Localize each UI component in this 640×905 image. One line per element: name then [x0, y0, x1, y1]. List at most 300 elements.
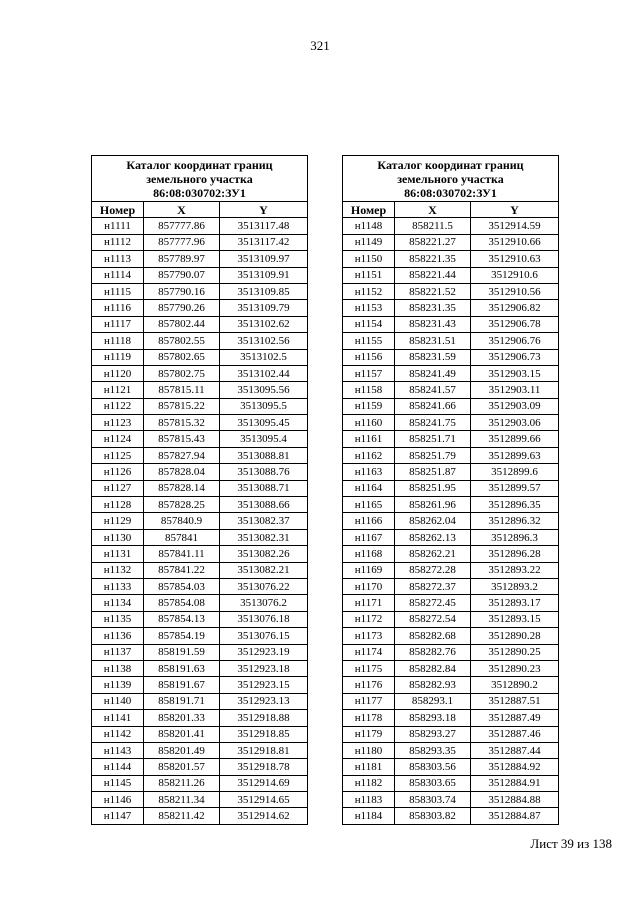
table-row [92, 759, 308, 775]
y-coordinate-cell: 3512884.91 [471, 775, 559, 791]
table-row [343, 546, 559, 562]
point-number-cell: н1147 [92, 808, 144, 824]
x-coordinate-cell: 858221.35 [395, 251, 471, 267]
point-number-cell: н1159 [343, 398, 395, 414]
x-coordinate-cell: 858251.95 [395, 480, 471, 496]
y-coordinate-cell: 3512914.69 [220, 775, 308, 791]
y-coordinate-cell: 3512884.87 [471, 808, 559, 824]
point-number-cell: н1123 [92, 415, 144, 431]
table-row [92, 628, 308, 644]
x-coordinate-cell: 858262.13 [395, 529, 471, 545]
point-number-cell: н1167 [343, 529, 395, 545]
table-row [343, 759, 559, 775]
x-coordinate-cell: 857841.22 [144, 562, 220, 578]
point-number-cell: н1182 [343, 775, 395, 791]
x-coordinate-cell: 858201.57 [144, 759, 220, 775]
x-coordinate-cell: 857777.86 [144, 218, 220, 234]
y-coordinate-cell: 3513109.91 [220, 267, 308, 283]
table-row [343, 775, 559, 791]
point-number-cell: н1155 [343, 333, 395, 349]
x-coordinate-cell: 858262.21 [395, 546, 471, 562]
x-coordinate-cell: 857789.97 [144, 251, 220, 267]
table-row [92, 398, 308, 414]
table-row [343, 693, 559, 709]
y-coordinate-cell: 3512893.17 [471, 595, 559, 611]
y-coordinate-cell: 3512893.2 [471, 578, 559, 594]
y-coordinate-cell: 3512903.09 [471, 398, 559, 414]
point-number-cell: н1138 [92, 660, 144, 676]
table-row [343, 677, 559, 693]
y-coordinate-cell: 3512923.15 [220, 677, 308, 693]
table-row [343, 218, 559, 234]
table-row [343, 283, 559, 299]
table-row [92, 480, 308, 496]
y-coordinate-cell: 3513088.81 [220, 447, 308, 463]
x-coordinate-cell: 858282.93 [395, 677, 471, 693]
point-number-cell: н1181 [343, 759, 395, 775]
y-coordinate-cell: 3513095.4 [220, 431, 308, 447]
x-coordinate-cell: 858211.42 [144, 808, 220, 824]
y-coordinate-cell: 3513082.37 [220, 513, 308, 529]
point-number-cell: н1121 [92, 382, 144, 398]
x-coordinate-cell: 858261.96 [395, 497, 471, 513]
y-coordinate-cell: 3512918.81 [220, 742, 308, 758]
x-coordinate-cell: 857841 [144, 529, 220, 545]
point-number-cell: н1154 [343, 316, 395, 332]
table-row [343, 447, 559, 463]
table-row [92, 644, 308, 660]
y-coordinate-cell: 3512887.46 [471, 726, 559, 742]
table-row [343, 234, 559, 250]
x-coordinate-cell: 858191.59 [144, 644, 220, 660]
point-number-cell: н1172 [343, 611, 395, 627]
table-row [92, 300, 308, 316]
x-coordinate-cell: 858241.57 [395, 382, 471, 398]
x-coordinate-cell: 858293.35 [395, 742, 471, 758]
y-coordinate-cell: 3512910.66 [471, 234, 559, 250]
point-number-cell: н1114 [92, 267, 144, 283]
table-row [343, 644, 559, 660]
table-row [92, 808, 308, 824]
x-coordinate-cell: 858262.04 [395, 513, 471, 529]
point-number-cell: н1158 [343, 382, 395, 398]
y-coordinate-cell: 3512896.28 [471, 546, 559, 562]
table-row [343, 365, 559, 381]
x-coordinate-cell: 858251.71 [395, 431, 471, 447]
table-row [92, 497, 308, 513]
y-coordinate-cell: 3512918.78 [220, 759, 308, 775]
table-row [92, 595, 308, 611]
point-number-cell: н1176 [343, 677, 395, 693]
point-number-cell: н1130 [92, 529, 144, 545]
x-coordinate-cell: 858201.49 [144, 742, 220, 758]
point-number-cell: н1160 [343, 415, 395, 431]
y-coordinate-cell: 3512899.57 [471, 480, 559, 496]
table-row [92, 365, 308, 381]
y-coordinate-cell: 3512887.49 [471, 710, 559, 726]
x-coordinate-cell: 857815.11 [144, 382, 220, 398]
table-title-line: 86:08:030702:ЗУ1 [404, 186, 497, 200]
x-coordinate-cell: 858241.49 [395, 365, 471, 381]
table-row [92, 415, 308, 431]
x-coordinate-cell: 857815.43 [144, 431, 220, 447]
y-coordinate-cell: 3513117.42 [220, 234, 308, 250]
table-row [343, 710, 559, 726]
x-coordinate-cell: 857815.22 [144, 398, 220, 414]
table-row [343, 431, 559, 447]
y-coordinate-cell: 3513076.2 [220, 595, 308, 611]
point-number-cell: н1161 [343, 431, 395, 447]
x-coordinate-cell: 858251.87 [395, 464, 471, 480]
point-number-cell: н1174 [343, 644, 395, 660]
point-number-cell: н1141 [92, 710, 144, 726]
table-row [92, 283, 308, 299]
point-number-cell: н1169 [343, 562, 395, 578]
y-coordinate-cell: 3512906.73 [471, 349, 559, 365]
x-coordinate-cell: 858303.65 [395, 775, 471, 791]
table-title-line: земельного участка [397, 172, 504, 186]
y-coordinate-cell: 3512890.2 [471, 677, 559, 693]
y-coordinate-cell: 3512918.88 [220, 710, 308, 726]
table-title [343, 156, 559, 202]
point-number-cell: н1153 [343, 300, 395, 316]
x-coordinate-cell: 858231.35 [395, 300, 471, 316]
point-number-cell: н1178 [343, 710, 395, 726]
y-coordinate-cell: 3512890.28 [471, 628, 559, 644]
column-header-y: Y [220, 202, 308, 218]
column-header-x: X [144, 202, 220, 218]
table-title-line: Каталог координат границ [126, 158, 273, 172]
coordinates-table-right [342, 155, 559, 825]
point-number-cell: н1177 [343, 693, 395, 709]
table-row [92, 578, 308, 594]
x-coordinate-cell: 858231.51 [395, 333, 471, 349]
table-row [343, 300, 559, 316]
sheet-counter: Лист 39 из 138 [530, 836, 612, 851]
table-row [343, 513, 559, 529]
y-coordinate-cell: 3512887.44 [471, 742, 559, 758]
y-coordinate-cell: 3513088.76 [220, 464, 308, 480]
table-row [343, 578, 559, 594]
point-number-cell: н1137 [92, 644, 144, 660]
y-coordinate-cell: 3512893.22 [471, 562, 559, 578]
x-coordinate-cell: 858231.43 [395, 316, 471, 332]
x-coordinate-cell: 857827.94 [144, 447, 220, 463]
table-row [343, 349, 559, 365]
x-coordinate-cell: 858293.27 [395, 726, 471, 742]
x-coordinate-cell: 858211.5 [395, 218, 471, 234]
table-row [92, 333, 308, 349]
x-coordinate-cell: 857790.16 [144, 283, 220, 299]
x-coordinate-cell: 858272.37 [395, 578, 471, 594]
point-number-cell: н1142 [92, 726, 144, 742]
point-number-cell: н1166 [343, 513, 395, 529]
y-coordinate-cell: 3512906.76 [471, 333, 559, 349]
point-number-cell: н1111 [92, 218, 144, 234]
y-coordinate-cell: 3513095.56 [220, 382, 308, 398]
y-coordinate-cell: 3512910.56 [471, 283, 559, 299]
point-number-cell: н1124 [92, 431, 144, 447]
y-coordinate-cell: 3513102.44 [220, 365, 308, 381]
point-number-cell: н1126 [92, 464, 144, 480]
point-number-cell: н1122 [92, 398, 144, 414]
x-coordinate-cell: 858251.79 [395, 447, 471, 463]
x-coordinate-cell: 858272.28 [395, 562, 471, 578]
point-number-cell: н1119 [92, 349, 144, 365]
point-number-cell: н1133 [92, 578, 144, 594]
table-row [343, 562, 559, 578]
table-row [343, 267, 559, 283]
y-coordinate-cell: 3512896.32 [471, 513, 559, 529]
y-coordinate-cell: 3512890.25 [471, 644, 559, 660]
y-coordinate-cell: 3513076.18 [220, 611, 308, 627]
table-row [92, 660, 308, 676]
y-coordinate-cell: 3512910.63 [471, 251, 559, 267]
point-number-cell: н1139 [92, 677, 144, 693]
x-coordinate-cell: 858211.26 [144, 775, 220, 791]
point-number-cell: н1183 [343, 792, 395, 808]
y-coordinate-cell: 3513088.66 [220, 497, 308, 513]
point-number-cell: н1144 [92, 759, 144, 775]
point-number-cell: н1150 [343, 251, 395, 267]
table-row [343, 792, 559, 808]
y-coordinate-cell: 3513117.48 [220, 218, 308, 234]
x-coordinate-cell: 858221.27 [395, 234, 471, 250]
y-coordinate-cell: 3512914.59 [471, 218, 559, 234]
x-coordinate-cell: 857802.65 [144, 349, 220, 365]
x-coordinate-cell: 858231.59 [395, 349, 471, 365]
point-number-cell: н1143 [92, 742, 144, 758]
y-coordinate-cell: 3513102.5 [220, 349, 308, 365]
point-number-cell: н1115 [92, 283, 144, 299]
point-number-cell: н1129 [92, 513, 144, 529]
point-number-cell: н1175 [343, 660, 395, 676]
point-number-cell: н1179 [343, 726, 395, 742]
x-coordinate-cell: 857802.75 [144, 365, 220, 381]
table-row [92, 726, 308, 742]
x-coordinate-cell: 858272.45 [395, 595, 471, 611]
table-row [92, 234, 308, 250]
table-title-line: 86:08:030702:ЗУ1 [153, 186, 246, 200]
y-coordinate-cell: 3512903.15 [471, 365, 559, 381]
x-coordinate-cell: 858201.33 [144, 710, 220, 726]
y-coordinate-cell: 3513095.5 [220, 398, 308, 414]
table-row [92, 349, 308, 365]
point-number-cell: н1116 [92, 300, 144, 316]
x-coordinate-cell: 858282.84 [395, 660, 471, 676]
x-coordinate-cell: 858191.67 [144, 677, 220, 693]
x-coordinate-cell: 858303.56 [395, 759, 471, 775]
point-number-cell: н1180 [343, 742, 395, 758]
y-coordinate-cell: 3512896.35 [471, 497, 559, 513]
x-coordinate-cell: 858303.82 [395, 808, 471, 824]
table-row [92, 677, 308, 693]
y-coordinate-cell: 3513102.56 [220, 333, 308, 349]
x-coordinate-cell: 858211.34 [144, 792, 220, 808]
point-number-cell: н1157 [343, 365, 395, 381]
table-title-line: Каталог координат границ [377, 158, 524, 172]
x-coordinate-cell: 858191.71 [144, 693, 220, 709]
y-coordinate-cell: 3513109.97 [220, 251, 308, 267]
point-number-cell: н1132 [92, 562, 144, 578]
point-number-cell: н1113 [92, 251, 144, 267]
y-coordinate-cell: 3512914.65 [220, 792, 308, 808]
table-row [92, 464, 308, 480]
x-coordinate-cell: 857802.44 [144, 316, 220, 332]
x-coordinate-cell: 857854.08 [144, 595, 220, 611]
point-number-cell: н1184 [343, 808, 395, 824]
table-row [92, 546, 308, 562]
table-row [92, 775, 308, 791]
point-number-cell: н1117 [92, 316, 144, 332]
point-number-cell: н1135 [92, 611, 144, 627]
y-coordinate-cell: 3512903.06 [471, 415, 559, 431]
table-row [343, 251, 559, 267]
point-number-cell: н1136 [92, 628, 144, 644]
point-number-cell: н1162 [343, 447, 395, 463]
y-coordinate-cell: 3513082.21 [220, 562, 308, 578]
x-coordinate-cell: 857840.9 [144, 513, 220, 529]
column-header-x: X [395, 202, 471, 218]
x-coordinate-cell: 857790.26 [144, 300, 220, 316]
y-coordinate-cell: 3512899.66 [471, 431, 559, 447]
x-coordinate-cell: 858272.54 [395, 611, 471, 627]
table-row [343, 808, 559, 824]
x-coordinate-cell: 857828.04 [144, 464, 220, 480]
table-row [92, 562, 308, 578]
y-coordinate-cell: 3513109.79 [220, 300, 308, 316]
point-number-cell: н1171 [343, 595, 395, 611]
x-coordinate-cell: 857790.07 [144, 267, 220, 283]
point-number-cell: н1156 [343, 349, 395, 365]
point-number-cell: н1140 [92, 693, 144, 709]
x-coordinate-cell: 857854.13 [144, 611, 220, 627]
y-coordinate-cell: 3513102.62 [220, 316, 308, 332]
point-number-cell: н1127 [92, 480, 144, 496]
y-coordinate-cell: 3512923.13 [220, 693, 308, 709]
point-number-cell: н1152 [343, 283, 395, 299]
y-coordinate-cell: 3513076.15 [220, 628, 308, 644]
table-row [92, 382, 308, 398]
x-coordinate-cell: 858221.44 [395, 267, 471, 283]
y-coordinate-cell: 3512906.78 [471, 316, 559, 332]
x-coordinate-cell: 858241.75 [395, 415, 471, 431]
table-row [343, 628, 559, 644]
point-number-cell: н1145 [92, 775, 144, 791]
point-number-cell: н1131 [92, 546, 144, 562]
x-coordinate-cell: 858241.66 [395, 398, 471, 414]
x-coordinate-cell: 857802.55 [144, 333, 220, 349]
table-row [343, 382, 559, 398]
table-row [92, 316, 308, 332]
table-row [92, 251, 308, 267]
table-row [92, 267, 308, 283]
table-title-line: земельного участка [146, 172, 253, 186]
point-number-cell: н1120 [92, 365, 144, 381]
table-row [343, 464, 559, 480]
y-coordinate-cell: 3513095.45 [220, 415, 308, 431]
y-coordinate-cell: 3513082.31 [220, 529, 308, 545]
y-coordinate-cell: 3513082.26 [220, 546, 308, 562]
y-coordinate-cell: 3512896.3 [471, 529, 559, 545]
y-coordinate-cell: 3512890.23 [471, 660, 559, 676]
y-coordinate-cell: 3512887.51 [471, 693, 559, 709]
x-coordinate-cell: 858303.74 [395, 792, 471, 808]
x-coordinate-cell: 858191.63 [144, 660, 220, 676]
table-row [92, 710, 308, 726]
y-coordinate-cell: 3512906.82 [471, 300, 559, 316]
table-row [343, 480, 559, 496]
y-coordinate-cell: 3512923.19 [220, 644, 308, 660]
coordinates-table-left [91, 155, 308, 825]
table-row [343, 497, 559, 513]
column-header-y: Y [471, 202, 559, 218]
x-coordinate-cell: 857777.96 [144, 234, 220, 250]
point-number-cell: н1134 [92, 595, 144, 611]
table-row [343, 726, 559, 742]
table-row [92, 611, 308, 627]
y-coordinate-cell: 3512884.92 [471, 759, 559, 775]
y-coordinate-cell: 3513109.85 [220, 283, 308, 299]
x-coordinate-cell: 857854.03 [144, 578, 220, 594]
x-coordinate-cell: 857854.19 [144, 628, 220, 644]
page-number: 321 [310, 38, 330, 53]
x-coordinate-cell: 858282.76 [395, 644, 471, 660]
point-number-cell: н1173 [343, 628, 395, 644]
table-row [92, 693, 308, 709]
column-header-number: Номер [343, 202, 395, 218]
y-coordinate-cell: 3512918.85 [220, 726, 308, 742]
point-number-cell: н1164 [343, 480, 395, 496]
point-number-cell: н1168 [343, 546, 395, 562]
x-coordinate-cell: 857828.14 [144, 480, 220, 496]
y-coordinate-cell: 3512910.6 [471, 267, 559, 283]
table-row [343, 398, 559, 414]
point-number-cell: н1118 [92, 333, 144, 349]
point-number-cell: н1128 [92, 497, 144, 513]
x-coordinate-cell: 857828.25 [144, 497, 220, 513]
table-body [343, 218, 559, 824]
point-number-cell: н1112 [92, 234, 144, 250]
y-coordinate-cell: 3512884.88 [471, 792, 559, 808]
point-number-cell: н1163 [343, 464, 395, 480]
y-coordinate-cell: 3512899.63 [471, 447, 559, 463]
table-row [343, 660, 559, 676]
y-coordinate-cell: 3513076.22 [220, 578, 308, 594]
table-row [92, 431, 308, 447]
x-coordinate-cell: 857841.11 [144, 546, 220, 562]
table-row [92, 218, 308, 234]
x-coordinate-cell: 857815.32 [144, 415, 220, 431]
y-coordinate-cell: 3512903.11 [471, 382, 559, 398]
y-coordinate-cell: 3512914.62 [220, 808, 308, 824]
point-number-cell: н1149 [343, 234, 395, 250]
x-coordinate-cell: 858221.52 [395, 283, 471, 299]
table-row [92, 529, 308, 545]
point-number-cell: н1151 [343, 267, 395, 283]
table-row [343, 742, 559, 758]
x-coordinate-cell: 858293.1 [395, 693, 471, 709]
table-row [92, 513, 308, 529]
table-row [92, 742, 308, 758]
column-header-number: Номер [92, 202, 144, 218]
y-coordinate-cell: 3513088.71 [220, 480, 308, 496]
point-number-cell: н1148 [343, 218, 395, 234]
point-number-cell: н1125 [92, 447, 144, 463]
y-coordinate-cell: 3512899.6 [471, 464, 559, 480]
point-number-cell: н1170 [343, 578, 395, 594]
table-row [343, 333, 559, 349]
